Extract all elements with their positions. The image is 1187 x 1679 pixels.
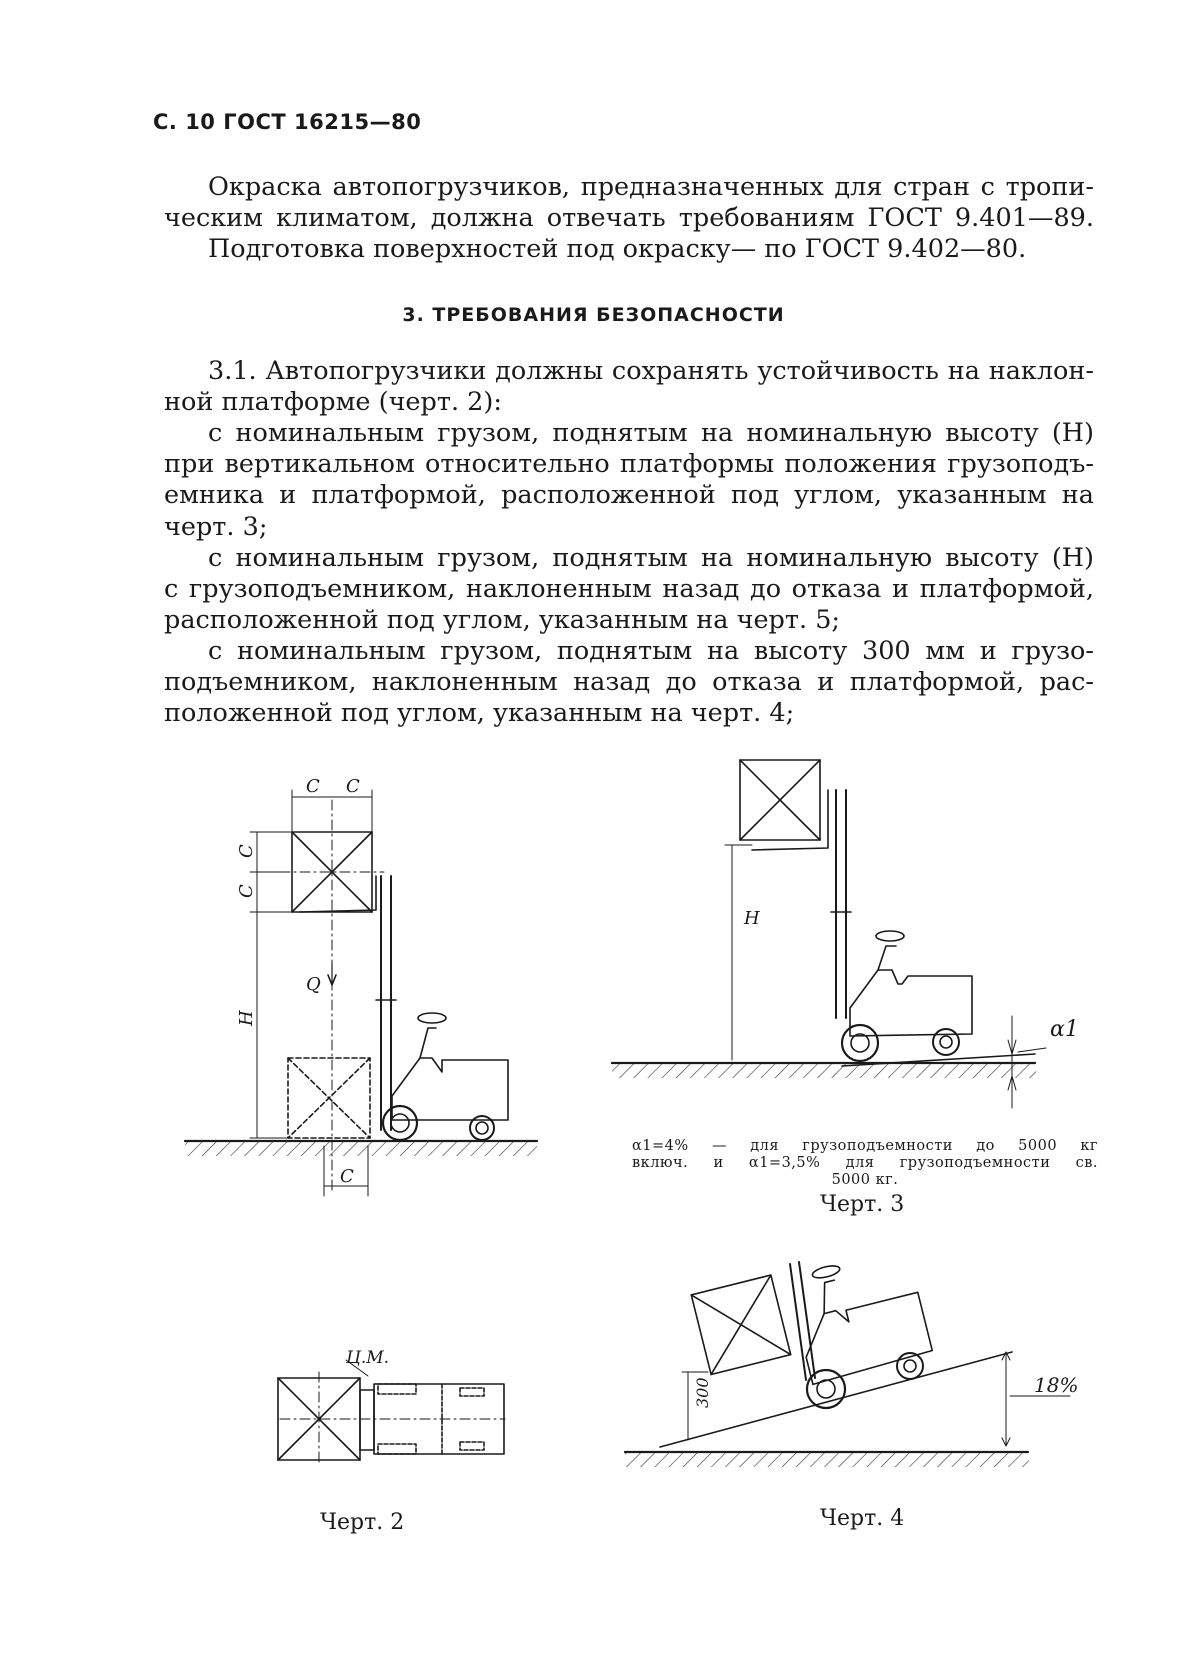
text-line: с грузоподъемником, наклоненным назад до отказа и платформой,: [164, 574, 1094, 605]
fig2-dim-c-upper: C: [236, 844, 257, 858]
standard-number: ГОСТ 16215—80: [223, 110, 422, 134]
text-line: положенной под углом, указанным на черт. 4;: [164, 698, 795, 729]
text-line: подъемником, наклоненным назад до отказа и платформой, рас-: [164, 667, 1094, 698]
text-line: черт. 3;: [164, 511, 268, 542]
text-line: Подготовка поверхностей под окраску— по ГОСТ 9.402—80.: [208, 234, 1027, 264]
fig2-dim-c-bottom: C: [340, 1166, 354, 1187]
fig2-caption: Черт. 2: [320, 1510, 405, 1535]
fig2-dim-h: H: [236, 1010, 257, 1026]
text-line: расположенной под углом, указанным на черт. 5;: [164, 605, 841, 636]
fig4-dim-300: 300: [693, 1377, 712, 1408]
fig3-angle: α1: [1050, 1017, 1079, 1042]
fig3-dim-h: H: [744, 908, 760, 929]
fig2-center-mass: Ц.М.: [346, 1348, 390, 1368]
page-number: С. 10: [153, 110, 216, 134]
fig2-dim-c-lower: C: [236, 884, 257, 898]
text-line: Окраска автопогрузчиков, предназначенных для стран с тропи-: [208, 172, 1094, 202]
fig4: [625, 1247, 1070, 1467]
note-line: 5000 кг.: [831, 1172, 899, 1188]
fig2-dim-c-right: C: [346, 776, 360, 797]
text-line: с номинальным грузом, поднятым на номинальную высоту (H): [208, 418, 1094, 448]
text-line: ческим климатом, должна отвечать требованиям ГОСТ 9.401—89.: [164, 203, 1094, 234]
note-line: α1=4% — для грузоподъемности до 5000 кг: [632, 1138, 1098, 1154]
text-line: с номинальным грузом, поднятым на номинальную высоту (H): [208, 543, 1094, 573]
fig4-caption: Черт. 4: [820, 1506, 905, 1531]
fig3-caption: Черт. 3: [820, 1192, 905, 1217]
fig3-note: [632, 1138, 1098, 1189]
text-line: при вертикальном относительно платформы положения грузоподъ-: [164, 449, 1094, 480]
text-line: ной платформе (черт. 2):: [164, 387, 502, 418]
section-title: 3. ТРЕБОВАНИЯ БЕЗОПАСНОСТИ: [402, 304, 785, 326]
text-line: емника и платформой, расположенной под углом, указанным на: [164, 480, 1094, 511]
fig2-plan: [278, 1360, 505, 1466]
text-line: с номинальным грузом, поднятым на высоту 300 мм и грузо-: [208, 636, 1094, 666]
fig3: [612, 760, 1046, 1108]
fig2-load-q: Q: [306, 974, 321, 995]
fig4-slope: 18%: [1034, 1373, 1079, 1397]
note-line: включ. и α1=3,5% для грузоподъемности св.: [632, 1155, 1098, 1171]
fig2-dim-c-left: C: [306, 776, 320, 797]
text-line: 3.1. Автопогрузчики должны сохранять устойчивость на наклон-: [208, 356, 1094, 386]
